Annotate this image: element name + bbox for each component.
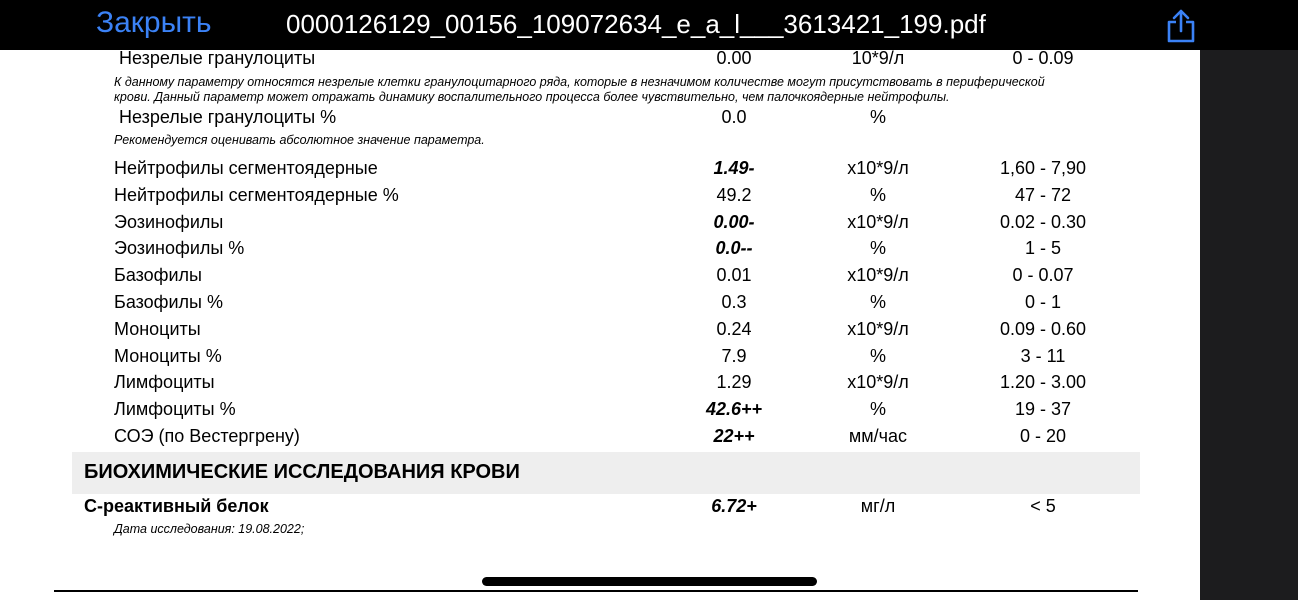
param-value: 1.29: [716, 372, 752, 393]
param-value: 7.9: [721, 345, 747, 366]
param-unit: мм/час: [848, 426, 908, 446]
param-ref: 1 - 5: [1024, 238, 1062, 259]
close-button[interactable]: Закрыть: [96, 6, 212, 39]
param-ref: 0 - 0.09: [1012, 48, 1074, 68]
param-ref: 0 - 1: [1024, 292, 1062, 312]
table-row: [0, 292, 1200, 316]
side-panel: [1200, 50, 1298, 600]
param-name: Моноциты %: [114, 345, 222, 366]
param-unit: x10*9/л: [847, 265, 909, 286]
table-row: [0, 372, 1200, 396]
table-row: [0, 158, 1200, 182]
param-ref: < 5: [1030, 496, 1056, 516]
param-value: 42.6++: [705, 399, 763, 420]
table-row: [0, 48, 1200, 72]
section-title: БИОХИМИЧЕСКИЕ ИССЛЕДОВАНИЯ КРОВИ: [84, 461, 520, 483]
param-name: Эозинофилы: [114, 211, 224, 232]
param-unit: мг/л: [860, 496, 896, 516]
param-name: Эозинофилы %: [114, 238, 245, 259]
param-name: Незрелые гранулоциты %: [119, 107, 337, 127]
param-value: 0.24: [716, 318, 752, 339]
parameter-note: [114, 75, 1144, 105]
param-ref: 3 - 11: [1020, 345, 1066, 366]
table-row: [0, 399, 1200, 423]
param-unit: %: [869, 238, 886, 259]
param-unit: 10*9/л: [851, 48, 905, 68]
param-ref: 0.09 - 0.60: [999, 318, 1087, 339]
section-header: [72, 452, 1140, 494]
note-line: К данному параметру относятся незрелые клетки гранулоцитарного ряда, которые в незначимом количестве могут присутствовать в периферической: [114, 75, 1045, 89]
param-value: 6.72+: [711, 496, 757, 516]
param-value: 0.0: [721, 107, 747, 127]
param-unit: x10*9/л: [847, 158, 909, 178]
param-name: Лимфоциты %: [114, 399, 236, 420]
param-value: 0.01: [716, 265, 752, 286]
param-unit: x10*9/л: [847, 318, 909, 339]
share-icon[interactable]: [1164, 8, 1198, 44]
param-name: Лимфоциты: [114, 372, 215, 393]
study-date: Дата исследования: 19.08.2022;: [114, 522, 305, 536]
table-row: [0, 346, 1200, 370]
param-value: 22++: [713, 426, 755, 446]
top-toolbar: [0, 0, 1298, 50]
param-value: 1.49-: [713, 158, 755, 178]
pdf-page[interactable]: [0, 50, 1200, 600]
home-indicator[interactable]: [482, 577, 817, 586]
table-row: [0, 496, 1200, 520]
param-unit: %: [869, 345, 886, 366]
param-ref: 19 - 37: [1014, 399, 1072, 420]
page-divider: [54, 590, 1138, 592]
param-unit: x10*9/л: [847, 211, 909, 232]
param-ref: 0 - 0.07: [1012, 265, 1074, 286]
param-name: СОЭ (по Вестергрену): [114, 426, 300, 446]
param-unit: %: [869, 184, 886, 205]
param-value: 0.00: [716, 48, 752, 68]
document-title: 0000126129_00156_109072634_e_a_l___3613421_199.pdf: [286, 9, 986, 39]
param-name: Базофилы: [114, 265, 202, 286]
param-ref: 47 - 72: [1014, 184, 1072, 205]
param-value: 0.3: [721, 292, 747, 312]
param-name: С-реактивный белок: [84, 496, 269, 516]
table-row: [0, 265, 1200, 289]
param-name: Моноциты: [114, 318, 201, 339]
param-value: 49.2: [716, 184, 752, 205]
param-name: Нейтрофилы сегментоядерные %: [114, 184, 399, 205]
param-value: 0.00-: [713, 211, 755, 232]
table-row: [0, 107, 1200, 131]
param-ref: 1,60 - 7,90: [999, 158, 1087, 178]
param-value: 0.0--: [715, 238, 753, 259]
param-name: Базофилы %: [114, 292, 223, 312]
param-name: Нейтрофилы сегментоядерные: [114, 158, 378, 178]
note-line: крови. Данный параметр может отражать динамику воспалительного процесса более чувствительно, чем палочкоядерные нейтрофилы.: [114, 90, 950, 104]
param-unit: %: [869, 292, 886, 312]
table-row: [0, 185, 1200, 209]
param-name: Незрелые гранулоциты: [119, 48, 316, 68]
param-unit: %: [869, 107, 886, 127]
param-ref: 0.02 - 0.30: [999, 211, 1087, 232]
table-row: [0, 238, 1200, 262]
table-row: [0, 319, 1200, 343]
table-row: [0, 426, 1200, 450]
param-unit: %: [869, 399, 886, 420]
param-ref: 0 - 20: [1019, 426, 1067, 446]
param-ref: 1.20 - 3.00: [999, 372, 1087, 393]
param-unit: x10*9/л: [847, 372, 909, 393]
table-row: [0, 212, 1200, 236]
parameter-note: Рекомендуется оценивать абсолютное значение параметра.: [114, 133, 485, 147]
